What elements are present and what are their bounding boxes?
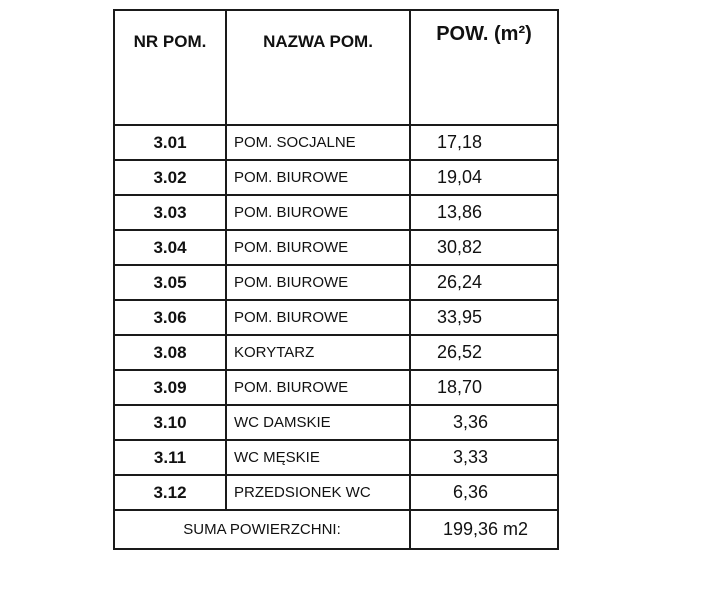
room-name-cell: POM. BIUROWE (226, 160, 410, 195)
table-row (114, 370, 558, 405)
table-row (114, 160, 558, 195)
table-row (114, 230, 558, 265)
room-name-cell: WC DAMSKIE (226, 405, 410, 440)
table-row (114, 195, 558, 230)
room-name-cell: PRZEDSIONEK WC (226, 475, 410, 510)
summary-label: SUMA POWIERZCHNI: (114, 510, 410, 549)
room-number-cell: 3.05 (114, 265, 226, 300)
room-area-cell: 3,33 (410, 440, 558, 475)
table-row (114, 405, 558, 440)
header-row (114, 10, 558, 125)
room-area-cell: 33,95 (410, 300, 558, 335)
room-area-cell: 6,36 (410, 475, 558, 510)
room-name-cell: POM. BIUROWE (226, 370, 410, 405)
room-name-cell: POM. BIUROWE (226, 195, 410, 230)
table-row (114, 300, 558, 335)
room-name-cell: POM. BIUROWE (226, 300, 410, 335)
table-row (114, 265, 558, 300)
room-area-cell: 19,04 (410, 160, 558, 195)
room-name-cell: POM. SOCJALNE (226, 125, 410, 160)
room-area-cell: 30,82 (410, 230, 558, 265)
header-area: POW. (m²) (410, 10, 558, 125)
header-room-name: NAZWA POM. (226, 10, 410, 125)
room-number-cell: 3.12 (114, 475, 226, 510)
table-row (114, 125, 558, 160)
room-number-cell: 3.04 (114, 230, 226, 265)
room-number-cell: 3.09 (114, 370, 226, 405)
summary-value: 199,36 m2 (410, 510, 558, 549)
table-row (114, 475, 558, 510)
table-row (114, 440, 558, 475)
room-number-cell: 3.11 (114, 440, 226, 475)
room-number-cell: 3.03 (114, 195, 226, 230)
room-name-cell: POM. BIUROWE (226, 265, 410, 300)
table-row (114, 335, 558, 370)
room-number-cell: 3.08 (114, 335, 226, 370)
room-name-cell: POM. BIUROWE (226, 230, 410, 265)
room-name-cell: KORYTARZ (226, 335, 410, 370)
room-area-cell: 26,24 (410, 265, 558, 300)
summary-row (114, 510, 558, 549)
room-area-cell: 17,18 (410, 125, 558, 160)
room-area-table (113, 9, 559, 550)
room-area-cell: 3,36 (410, 405, 558, 440)
room-area-cell: 26,52 (410, 335, 558, 370)
room-number-cell: 3.01 (114, 125, 226, 160)
header-room-number: NR POM. (114, 10, 226, 125)
room-area-cell: 18,70 (410, 370, 558, 405)
room-number-cell: 3.02 (114, 160, 226, 195)
room-number-cell: 3.06 (114, 300, 226, 335)
room-number-cell: 3.10 (114, 405, 226, 440)
room-name-cell: WC MĘSKIE (226, 440, 410, 475)
room-area-cell: 13,86 (410, 195, 558, 230)
